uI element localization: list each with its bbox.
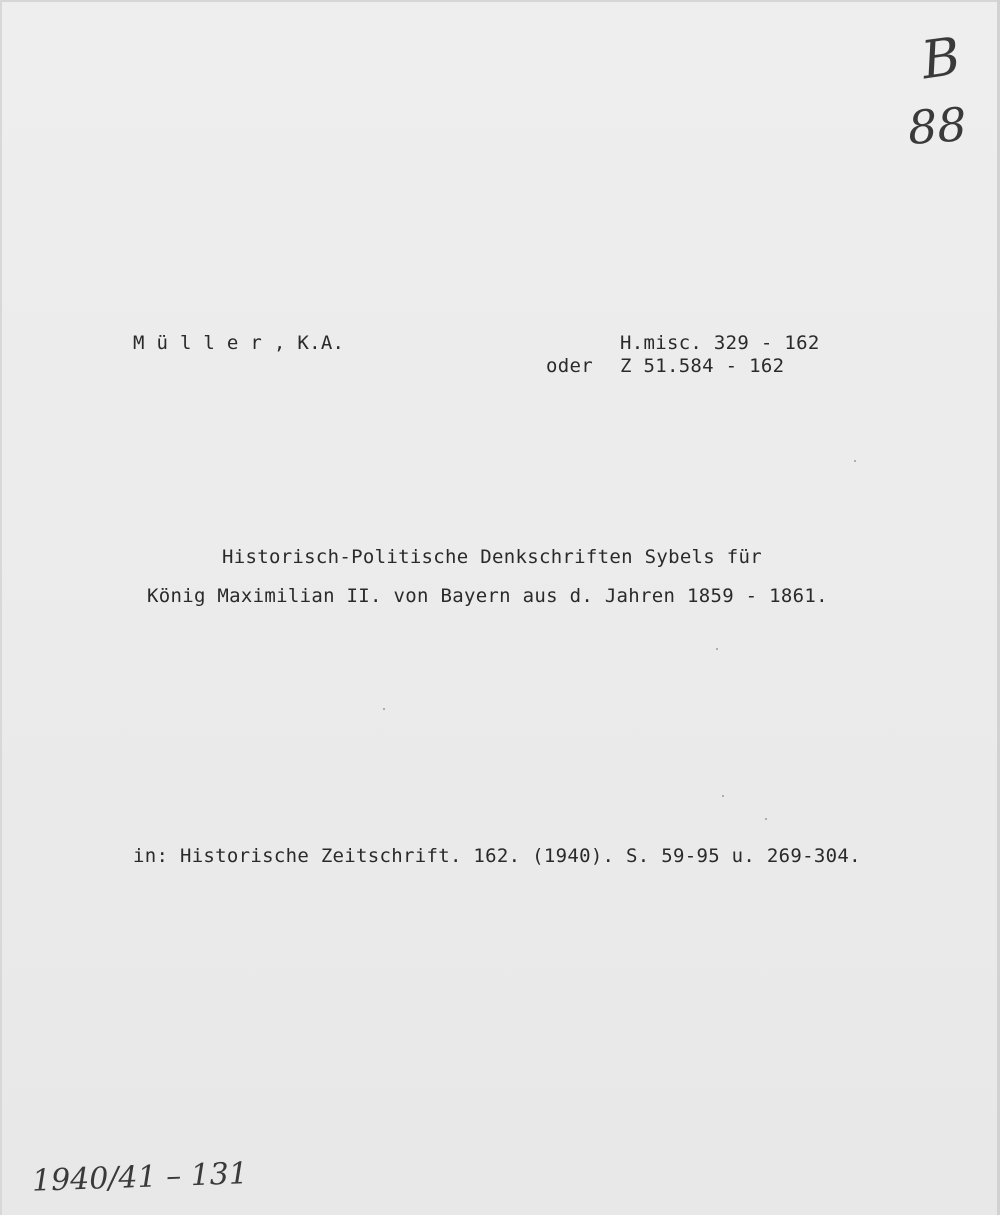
handwritten-accession-note: 1940/41 – 131: [31, 1156, 249, 1199]
paper-speck: [716, 648, 718, 650]
paper-speck: [765, 818, 767, 820]
shelfmark-primary: H.misc. 329 - 162: [620, 332, 820, 354]
paper-speck: [854, 460, 856, 462]
title-line-1: Historisch-Politische Denkschriften Sybels für: [222, 546, 762, 568]
author-name: M ü l l e r , K.A.: [133, 332, 345, 354]
paper-speck: [383, 708, 385, 710]
card-left-edge: [0, 0, 2, 1215]
shelfmark-alternate: Z 51.584 - 162: [620, 355, 785, 377]
shelfmark-alt-prefix: oder: [546, 355, 593, 377]
title-line-2: König Maximilian II. von Bayern aus d. Jahren 1859 - 1861.: [147, 585, 828, 607]
corner-mark-letter: B: [918, 26, 965, 92]
card-top-edge: [0, 0, 1000, 2]
corner-mark-number: 88: [906, 97, 969, 155]
citation: in: Historische Zeitschrift. 162. (1940). S. 59-95 u. 269-304.: [133, 845, 861, 867]
paper-speck: [722, 795, 724, 797]
